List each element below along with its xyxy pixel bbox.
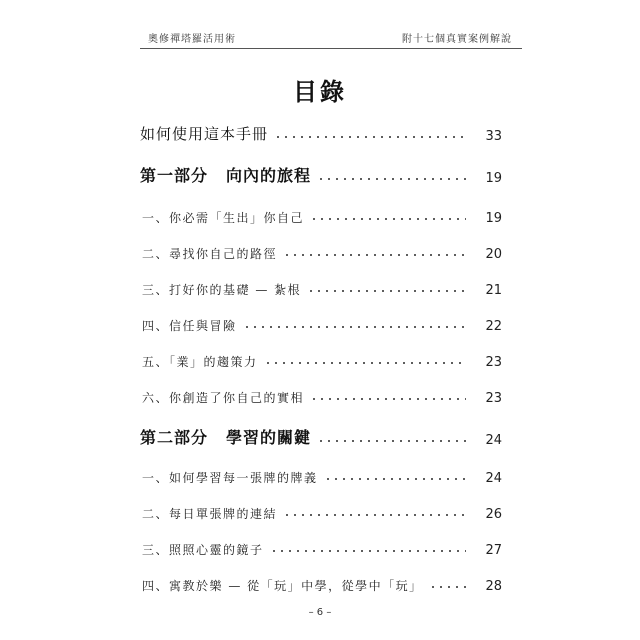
toc-entry[interactable] (140, 202, 502, 226)
toc-entry-page: 27 (485, 543, 502, 558)
leader-dots (310, 396, 466, 402)
toc-entry-label: 六、你創造了你自己的實相 (142, 391, 305, 405)
toc-entry-label: 四、信任與冒險 (142, 319, 237, 333)
page-title: 目錄 (293, 78, 347, 106)
toc-entry[interactable] (140, 310, 502, 334)
toc-entry-label: 一、你必需「生出」你自己 (142, 211, 305, 225)
page-number: – 6 – (308, 607, 332, 618)
toc-entry-label: 二、每日單張牌的連結 (142, 507, 278, 521)
leader-dots (270, 548, 466, 554)
part-2-page: 24 (485, 433, 502, 448)
leader-dots (429, 584, 466, 590)
toc-intro[interactable] (140, 120, 502, 144)
leader-dots (310, 216, 466, 222)
toc-entry[interactable] (140, 382, 502, 406)
leader-dots (317, 438, 466, 444)
toc-entry-label: 五、「業」的趨策力 (142, 355, 258, 369)
toc-entry-page: 19 (485, 211, 502, 226)
leader-dots (264, 360, 466, 366)
leader-dots (274, 134, 466, 140)
toc-entry-page: 28 (485, 579, 502, 594)
running-head-right: 附十七個真實案例解說 (402, 34, 512, 45)
leader-dots (283, 252, 466, 258)
toc-entry-page: 23 (485, 355, 502, 370)
toc-entry-label: 三、照照心靈的鏡子 (142, 543, 264, 557)
toc-part-2[interactable] (140, 424, 502, 448)
header-rule (140, 48, 522, 49)
toc-entry[interactable] (140, 498, 502, 522)
toc-entry-page: 24 (485, 471, 502, 486)
leader-dots (243, 324, 466, 330)
toc-entry-label: 二、尋找你自己的路徑 (142, 247, 278, 261)
running-head-left: 奧修禪塔羅活用術 (148, 34, 236, 45)
leader-dots (317, 176, 466, 182)
toc-entry-page: 26 (485, 507, 502, 522)
part-2-subtitle: 學習的關鍵 (226, 428, 312, 447)
toc-entry[interactable] (140, 534, 502, 558)
toc-entry[interactable] (140, 238, 502, 262)
toc-entry-label: 一、如何學習每一張牌的牌義 (142, 471, 318, 485)
toc-intro-label: 如何使用這本手冊 (140, 125, 269, 143)
toc-entry-page: 21 (485, 283, 502, 298)
part-1-label: 第一部分 (140, 166, 209, 185)
toc-entry-label: 四、寓教於樂 — 從「玩」中學，從學中「玩」 (142, 579, 423, 593)
toc-entry-page: 20 (485, 247, 502, 262)
toc-entry[interactable] (140, 570, 502, 594)
toc-entry-label: 三、打好你的基礎 — 紮根 (142, 283, 302, 297)
toc-intro-page: 33 (485, 129, 502, 144)
part-1-subtitle: 向內的旅程 (226, 166, 312, 185)
toc-part-1[interactable] (140, 162, 502, 186)
toc-entry-page: 22 (485, 319, 502, 334)
toc-entry[interactable] (140, 346, 502, 370)
toc-entry[interactable] (140, 462, 502, 486)
part-1-page: 19 (485, 171, 502, 186)
leader-dots (324, 476, 466, 482)
toc-entry[interactable] (140, 274, 502, 298)
leader-dots (307, 288, 466, 294)
part-2-label: 第二部分 (140, 428, 209, 447)
leader-dots (283, 512, 466, 518)
toc-entry-page: 23 (485, 391, 502, 406)
